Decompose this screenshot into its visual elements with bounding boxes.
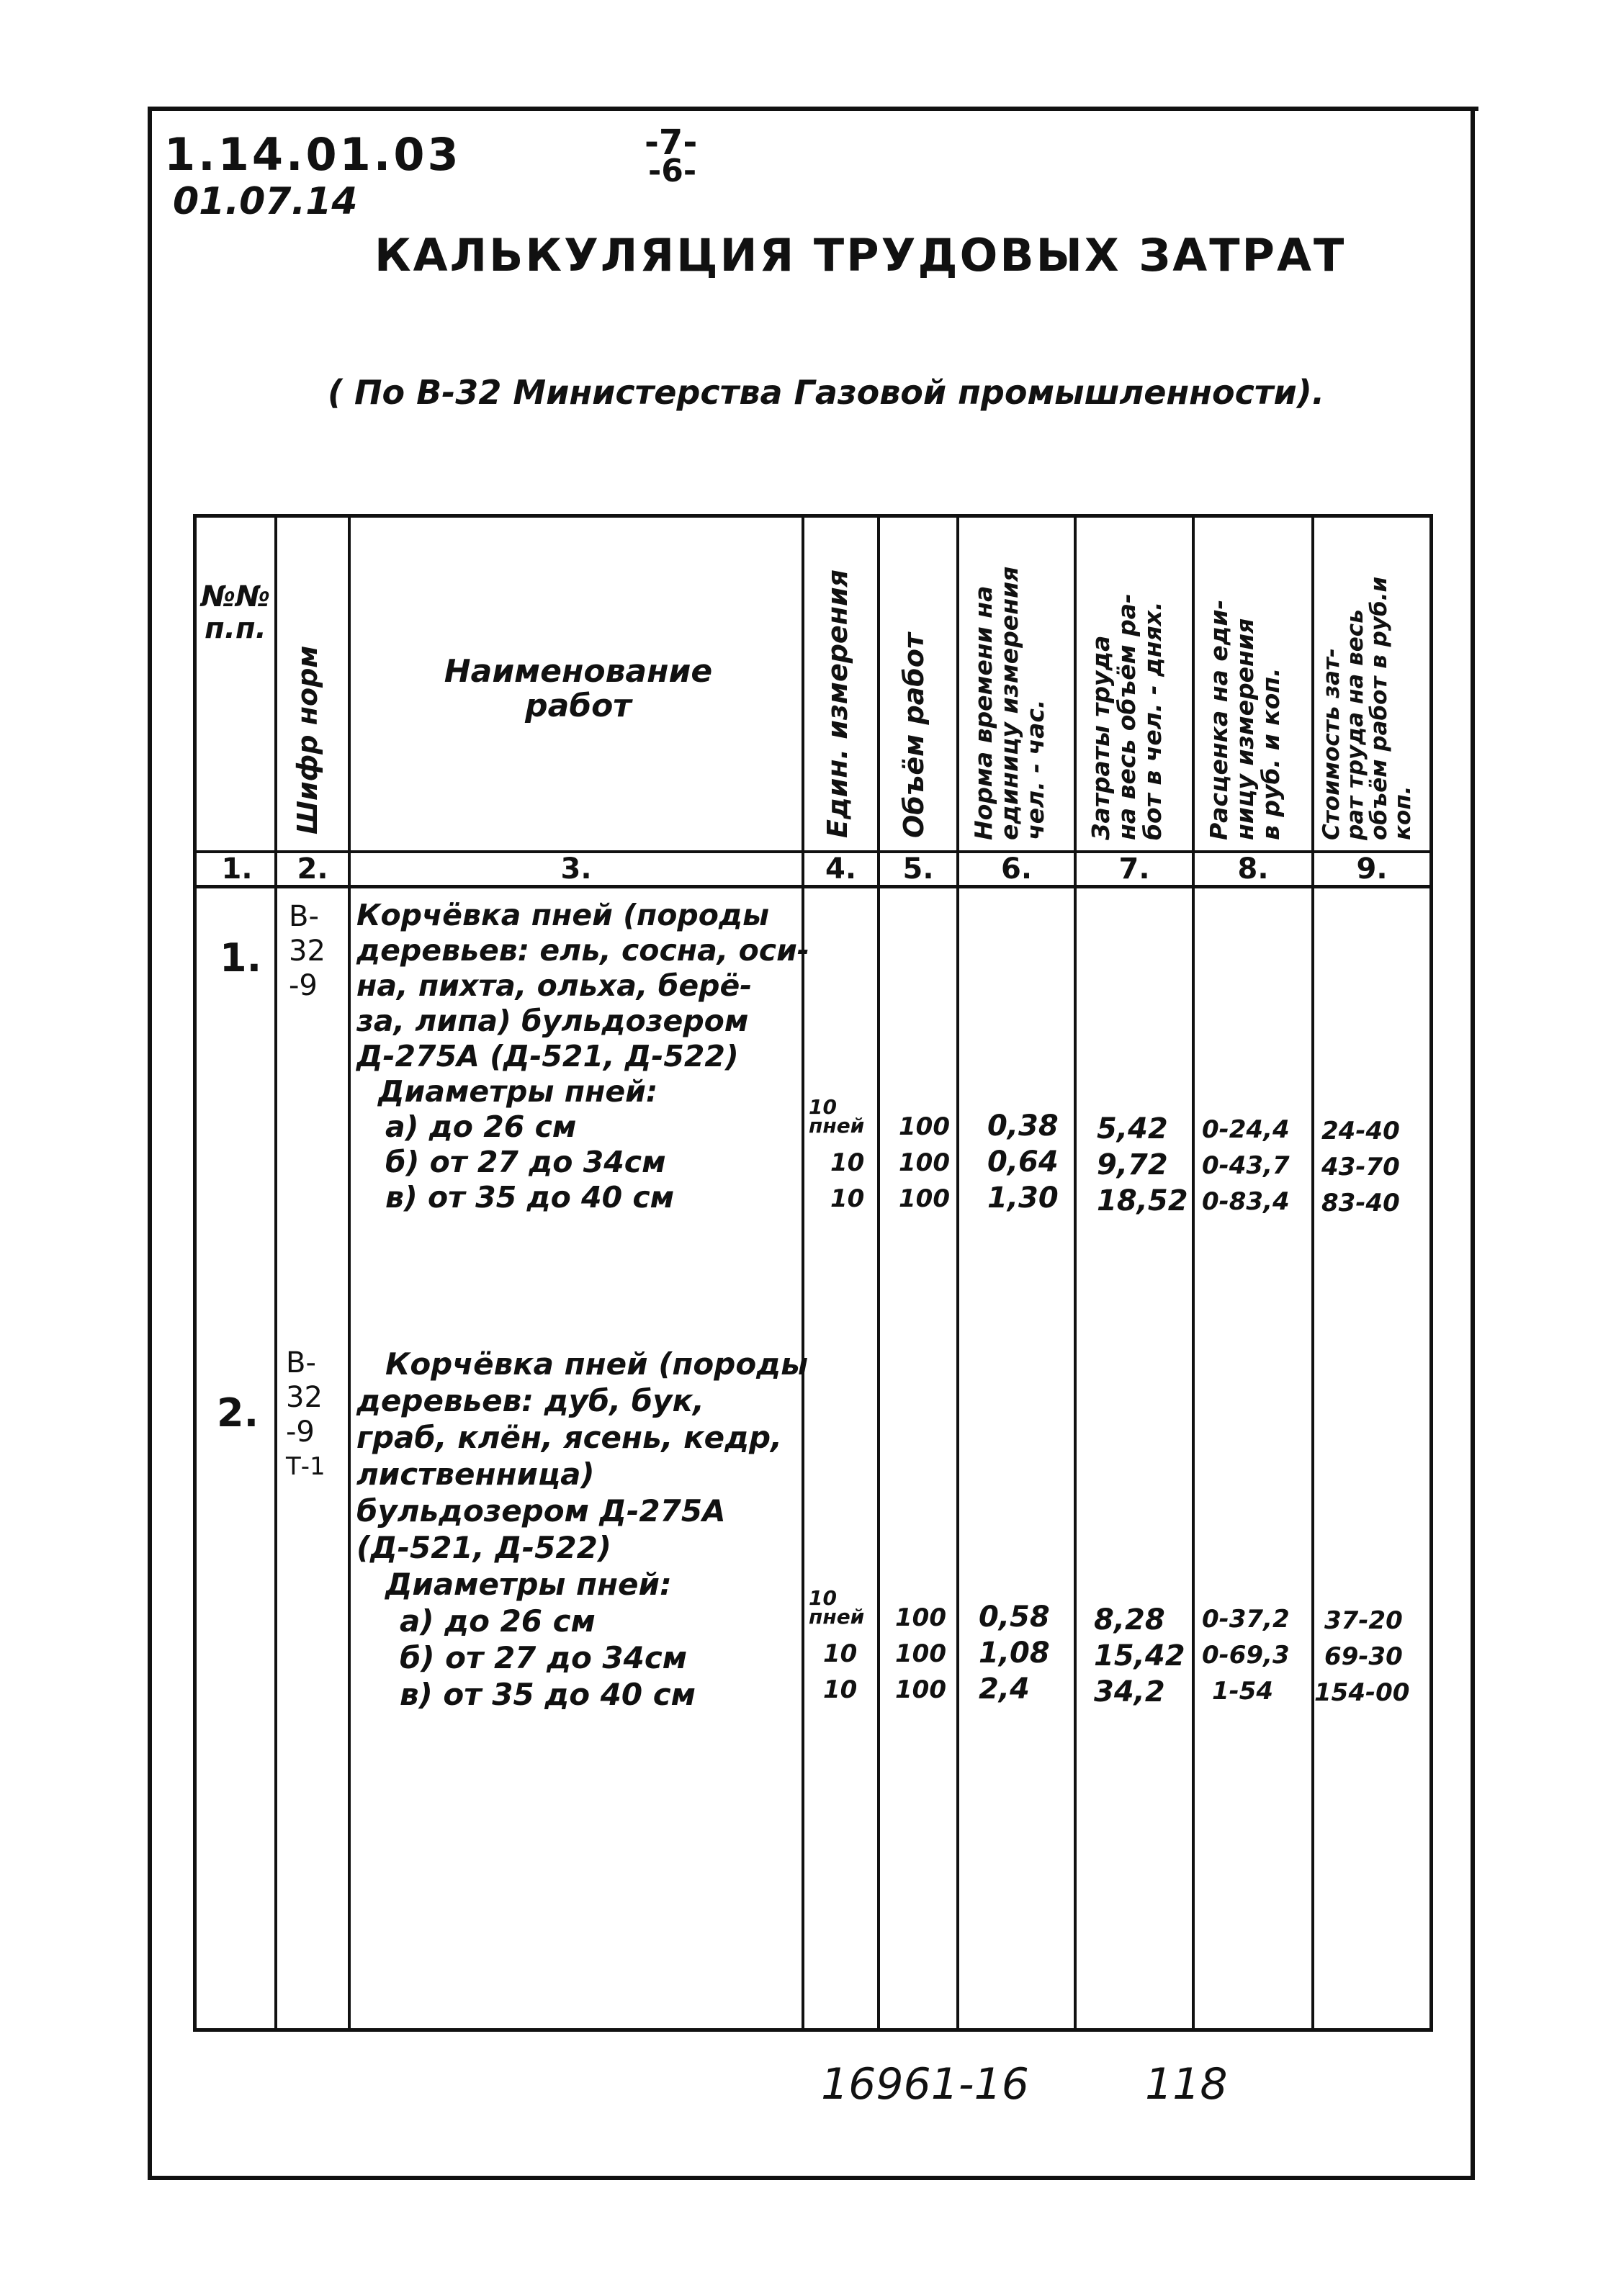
work-name-line: а) до 26 см xyxy=(385,1109,577,1144)
page-number-top: -7- xyxy=(645,122,698,163)
frame-left-line xyxy=(148,107,152,2180)
row-work-name xyxy=(356,898,809,1215)
labor-cell: 18,52 xyxy=(1097,1184,1188,1217)
work-name-line: Корчёвка пней (породы xyxy=(385,1346,809,1382)
row-code-line: Т-1 xyxy=(286,1452,326,1481)
header-col-3: Наименование работ xyxy=(444,653,713,724)
col-number: 1. xyxy=(221,852,253,886)
header-col-4: Един. измерения xyxy=(822,570,853,838)
rate-cell: 0-43,7 xyxy=(1202,1151,1290,1180)
cost-cell: 83-40 xyxy=(1321,1189,1400,1217)
header-col-7: Затраты труда на весь объём ра- бот в чел. - днях. xyxy=(1087,593,1167,840)
norm-cell: 1,30 xyxy=(987,1181,1059,1215)
col-number: 8. xyxy=(1237,852,1269,886)
work-name-line: б) от 27 до 34см xyxy=(385,1145,666,1179)
col-number: 7. xyxy=(1118,852,1150,886)
unit-cell: 10 xyxy=(830,1184,865,1213)
row-work-name xyxy=(356,1346,808,1713)
unit-cell: 10 xyxy=(830,1148,865,1177)
volume-cell: 100 xyxy=(899,1112,950,1141)
work-name-line: Диаметры пней: xyxy=(378,1074,658,1109)
norm-cell: 0,38 xyxy=(987,1109,1059,1143)
document-code: 1.14.01.03 xyxy=(164,128,462,181)
work-name-line: б) от 27 до 34см xyxy=(400,1640,688,1675)
page-subtitle: ( По В-32 Министерства Газовой промышленности). xyxy=(328,373,1325,412)
work-name-line: граб, клён, ясень, кедр, xyxy=(356,1420,783,1455)
col-number: 2. xyxy=(297,852,328,886)
norm-cell: 0,64 xyxy=(987,1145,1059,1179)
page-number-bottom: -6- xyxy=(648,153,697,189)
row-code-line: -9 xyxy=(289,969,318,1002)
col-number: 9. xyxy=(1356,852,1388,886)
volume-cell: 100 xyxy=(895,1675,946,1704)
cost-cell: 154-00 xyxy=(1314,1678,1410,1707)
col-divider xyxy=(274,518,277,2028)
cost-cell: 69-30 xyxy=(1324,1642,1403,1671)
header-col-9: Стоимость зат- рат труда на весь объём работ в руб.и коп. xyxy=(1319,576,1416,840)
work-name-line: в) от 35 до 40 см xyxy=(385,1180,675,1215)
labor-cell: 9,72 xyxy=(1097,1148,1168,1181)
norm-cell: 2,4 xyxy=(979,1673,1030,1706)
col-number: 5. xyxy=(902,852,934,886)
work-name-line: деревьев: ель, сосна, оси- xyxy=(356,933,809,968)
labor-cell: 8,28 xyxy=(1094,1603,1165,1637)
col-number: 6. xyxy=(1000,852,1033,886)
row-code xyxy=(286,1346,326,1484)
header-col-5: Объём работ xyxy=(898,633,930,838)
col-divider xyxy=(1192,518,1195,2028)
frame-right-line xyxy=(1471,107,1475,2180)
rate-cell: 1-54 xyxy=(1212,1677,1274,1706)
work-name-line: Корчёвка пней (породы xyxy=(356,898,770,932)
frame-bottom-line xyxy=(148,2176,1475,2180)
header-col-2: Шифр норм xyxy=(292,645,323,834)
row-code xyxy=(289,899,326,1003)
labor-cell: 34,2 xyxy=(1094,1675,1165,1709)
work-name-line: бульдозером Д-275А xyxy=(356,1493,726,1529)
norm-cell: 1,08 xyxy=(979,1637,1050,1670)
work-name-line: на, пихта, ольха, берё- xyxy=(356,968,753,1003)
work-name-line: деревьев: дуб, бук, xyxy=(356,1383,704,1418)
footer-sheet-number: 118 xyxy=(1145,2059,1228,2110)
work-name-line: (Д-521, Д-522) xyxy=(356,1530,611,1565)
row-number: 1. xyxy=(220,935,262,981)
col-divider xyxy=(1311,518,1314,2028)
col-divider xyxy=(956,518,959,2028)
work-name-line: Диаметры пней: xyxy=(385,1567,672,1602)
work-name-line: а) до 26 см xyxy=(400,1603,596,1639)
row-number: 2. xyxy=(217,1390,259,1436)
col-divider xyxy=(802,518,804,2028)
col-number: 3. xyxy=(560,852,592,886)
col-divider xyxy=(1074,518,1077,2028)
unit-cell: 10 xyxy=(823,1675,858,1704)
volume-cell: 100 xyxy=(895,1639,946,1668)
footer-doc-number: 16961-16 xyxy=(821,2059,1029,2110)
labor-cell: 5,42 xyxy=(1097,1112,1168,1145)
work-name-line: лиственница) xyxy=(356,1457,595,1492)
unit-cell: 10 пней xyxy=(809,1586,865,1629)
work-name-line: за, липа) бульдозером xyxy=(356,1004,749,1038)
cost-cell: 43-70 xyxy=(1321,1153,1400,1181)
frame-top-line xyxy=(148,107,1478,111)
labor-costs-table xyxy=(193,514,1433,2032)
page-title: КАЛЬКУЛЯЦИЯ ТРУДОВЫХ ЗАТРАТ xyxy=(374,229,1347,282)
header-col-8: Расценка на еди- ницу измерения в руб. и коп. xyxy=(1205,599,1285,840)
document-date: 01.07.14 xyxy=(173,180,358,223)
header-col-1: №№ п.п. xyxy=(200,580,271,645)
rate-cell: 0-83,4 xyxy=(1202,1187,1290,1216)
work-name-line: Д-275А (Д-521, Д-522) xyxy=(356,1039,739,1073)
volume-cell: 100 xyxy=(899,1184,950,1213)
row-code-line: В- xyxy=(286,1346,316,1379)
cost-cell: 24-40 xyxy=(1321,1117,1400,1145)
rate-cell: 0-37,2 xyxy=(1202,1605,1290,1634)
row-code-line: 32 xyxy=(289,935,326,968)
row-code-line: -9 xyxy=(286,1415,315,1449)
header-col-6: Норма времени на единицу измерения чел. - час. xyxy=(969,566,1049,840)
col-divider xyxy=(877,518,880,2028)
row-code-line: В- xyxy=(289,900,319,933)
row-code-line: 32 xyxy=(286,1381,323,1414)
volume-cell: 100 xyxy=(899,1148,950,1177)
cost-cell: 37-20 xyxy=(1324,1606,1403,1635)
rate-cell: 0-24,4 xyxy=(1202,1115,1290,1144)
unit-cell: 10 xyxy=(823,1639,858,1668)
rate-cell: 0-69,3 xyxy=(1202,1641,1290,1670)
unit-cell: 10 пней xyxy=(809,1095,865,1138)
labor-cell: 15,42 xyxy=(1094,1639,1185,1673)
col-number: 4. xyxy=(825,852,857,886)
col-divider xyxy=(348,518,351,2028)
volume-cell: 100 xyxy=(895,1603,946,1632)
norm-cell: 0,58 xyxy=(979,1601,1050,1634)
work-name-line: в) от 35 до 40 см xyxy=(400,1677,696,1712)
